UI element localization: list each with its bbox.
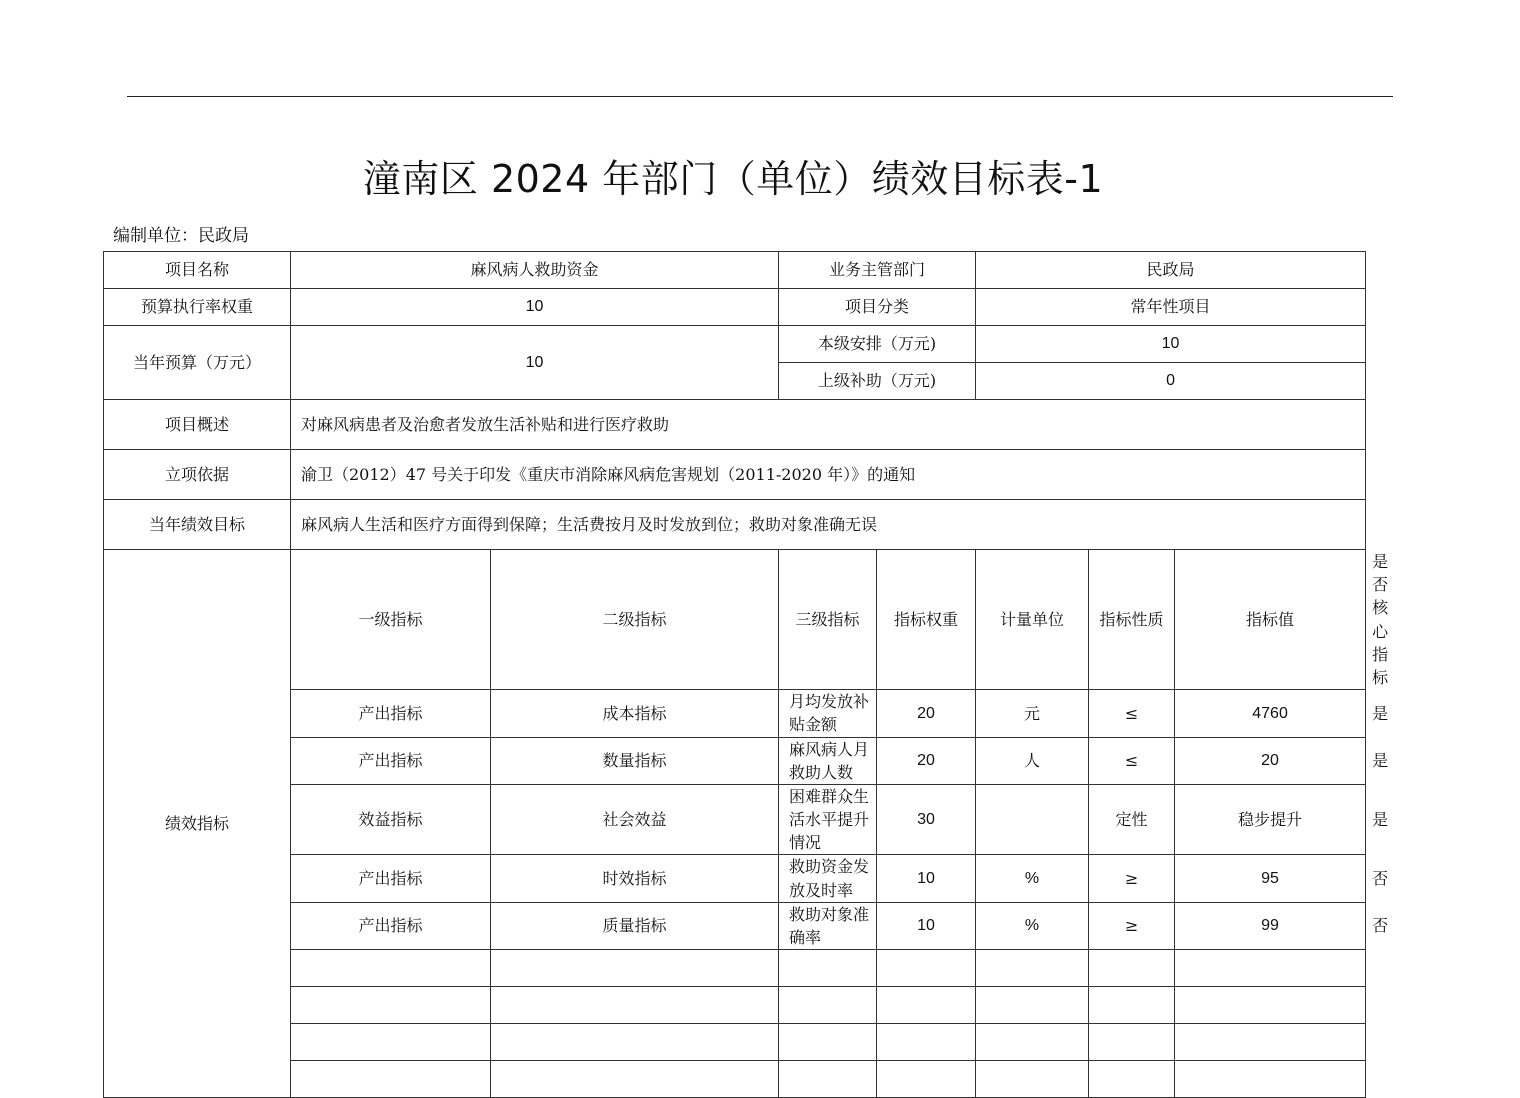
empty-cell — [291, 987, 491, 1024]
upper-value: 0 — [976, 363, 1366, 400]
indicator-row: 产出指标 数量指标 麻风病人月救助人数 20 人 ≤ 20 是 — [104, 737, 1366, 784]
indicators-section-label: 绩效指标 — [104, 550, 291, 1098]
top-rule — [127, 96, 1393, 97]
nature-cell: ≤ — [1089, 690, 1175, 737]
value-cell: 4760 — [1175, 690, 1366, 737]
header-weight: 指标权重 — [877, 550, 976, 690]
indicator-row: 产出指标 质量指标 救助对象准确率 10 % ≥ 99 否 — [104, 902, 1366, 949]
budget-value: 10 — [291, 326, 779, 400]
basis-label: 立项依据 — [104, 450, 291, 500]
empty-indicator-row — [104, 1061, 1366, 1098]
unit-cell: % — [976, 902, 1089, 949]
header-nature: 指标性质 — [1089, 550, 1175, 690]
project-name-label: 项目名称 — [104, 252, 291, 289]
empty-cell — [779, 1024, 877, 1061]
local-label: 本级安排（万元) — [779, 326, 976, 363]
empty-cell — [1089, 987, 1175, 1024]
unit-cell: 人 — [976, 737, 1089, 784]
category-value: 常年性项目 — [976, 289, 1366, 326]
empty-cell — [491, 950, 779, 987]
empty-cell — [779, 1061, 877, 1098]
value-cell: 95 — [1175, 855, 1366, 902]
level3-cell: 困难群众生活水平提升情况 — [779, 784, 877, 855]
empty-indicator-row — [104, 1024, 1366, 1061]
empty-cell — [779, 987, 877, 1024]
level1-cell: 效益指标 — [291, 784, 491, 855]
project-name-value: 麻风病人救助资金 — [291, 252, 779, 289]
level3-cell: 月均发放补贴金额 — [779, 690, 877, 737]
empty-cell — [491, 1061, 779, 1098]
indicator-row: 产出指标 时效指标 救助资金发放及时率 10 % ≥ 95 否 — [104, 855, 1366, 902]
weight-cell: 30 — [877, 784, 976, 855]
unit-cell: % — [976, 855, 1089, 902]
header-level2: 二级指标 — [491, 550, 779, 690]
compiler-unit: 编制单位：民政局 — [113, 226, 249, 246]
budget-label: 当年预算（万元） — [104, 326, 291, 400]
header-level1: 一级指标 — [291, 550, 491, 690]
overview-value: 对麻风病患者及治愈者发放生活补贴和进行医疗救助 — [291, 400, 1366, 450]
nature-cell: ≤ — [1089, 737, 1175, 784]
dept-value: 民政局 — [976, 252, 1366, 289]
empty-indicator-row — [104, 987, 1366, 1024]
empty-cell — [976, 1024, 1089, 1061]
dept-label: 业务主管部门 — [779, 252, 976, 289]
empty-cell — [491, 987, 779, 1024]
weight-value: 10 — [291, 289, 779, 326]
nature-cell: ≥ — [1089, 902, 1175, 949]
empty-cell — [1089, 1024, 1175, 1061]
nature-cell: ≥ — [1089, 855, 1175, 902]
level1-cell: 产出指标 — [291, 737, 491, 784]
level1-cell: 产出指标 — [291, 855, 491, 902]
overview-label: 项目概述 — [104, 400, 291, 450]
row-weight — [104, 289, 1366, 326]
level1-cell: 产出指标 — [291, 690, 491, 737]
empty-cell — [291, 1061, 491, 1098]
basis-value: 渝卫（2012）47 号关于印发《重庆市消除麻风病危害规划（2011-2020 年）》的通知 — [291, 450, 1366, 500]
empty-cell — [877, 987, 976, 1024]
level2-cell: 时效指标 — [491, 855, 779, 902]
empty-cell — [877, 950, 976, 987]
weight-cell: 20 — [877, 737, 976, 784]
weight-cell: 10 — [877, 855, 976, 902]
empty-cell — [1175, 1024, 1366, 1061]
level2-cell: 数量指标 — [491, 737, 779, 784]
row-goal — [104, 500, 1366, 550]
empty-indicator-row — [104, 950, 1366, 987]
goal-value: 麻风病人生活和医疗方面得到保障；生活费按月及时发放到位；救助对象准确无误 — [291, 500, 1366, 550]
empty-cell — [1089, 950, 1175, 987]
empty-cell — [491, 1024, 779, 1061]
indicator-row: 产出指标 成本指标 月均发放补贴金额 20 元 ≤ 4760 是 — [104, 690, 1366, 737]
weight-label: 预算执行率权重 — [104, 289, 291, 326]
page-title: 潼南区 2024 年部门（单位）绩效目标表-1 — [362, 157, 1104, 201]
empty-cell — [291, 1024, 491, 1061]
header-unit: 计量单位 — [976, 550, 1089, 690]
value-cell: 稳步提升 — [1175, 784, 1366, 855]
level1-cell: 产出指标 — [291, 902, 491, 949]
level3-cell: 救助资金发放及时率 — [779, 855, 877, 902]
value-cell: 20 — [1175, 737, 1366, 784]
nature-cell: 定性 — [1089, 784, 1175, 855]
unit-cell: 元 — [976, 690, 1089, 737]
empty-cell — [976, 950, 1089, 987]
empty-cell — [877, 1024, 976, 1061]
upper-label: 上级补助（万元) — [779, 363, 976, 400]
empty-cell — [1175, 987, 1366, 1024]
empty-cell — [877, 1061, 976, 1098]
row-budget-local — [104, 326, 1366, 363]
empty-cell — [976, 987, 1089, 1024]
empty-cell — [1089, 1061, 1175, 1098]
level2-cell: 质量指标 — [491, 902, 779, 949]
level3-cell: 麻风病人月救助人数 — [779, 737, 877, 784]
empty-cell — [779, 950, 877, 987]
row-project-name — [104, 252, 1366, 289]
header-level3: 三级指标 — [779, 550, 877, 690]
indicator-header-row: 绩效指标 一级指标 二级指标 三级指标 指标权重 计量单位 指标性质 指标值 是否核心指标 — [104, 550, 1366, 690]
empty-cell — [291, 950, 491, 987]
empty-cell — [976, 1061, 1089, 1098]
header-value: 指标值 — [1175, 550, 1366, 690]
value-cell: 99 — [1175, 902, 1366, 949]
level2-cell: 成本指标 — [491, 690, 779, 737]
row-basis — [104, 450, 1366, 500]
goal-label: 当年绩效目标 — [104, 500, 291, 550]
level2-cell: 社会效益 — [491, 784, 779, 855]
local-value: 10 — [976, 326, 1366, 363]
row-overview — [104, 400, 1366, 450]
empty-cell — [1175, 950, 1366, 987]
level3-cell: 救助对象准确率 — [779, 902, 877, 949]
performance-target-table — [103, 251, 1389, 1098]
unit-cell — [976, 784, 1089, 855]
weight-cell: 20 — [877, 690, 976, 737]
category-label: 项目分类 — [779, 289, 976, 326]
empty-cell — [1175, 1061, 1366, 1098]
indicator-row: 效益指标 社会效益 困难群众生活水平提升情况 30 定性 稳步提升 是 — [104, 784, 1366, 855]
weight-cell: 10 — [877, 902, 976, 949]
